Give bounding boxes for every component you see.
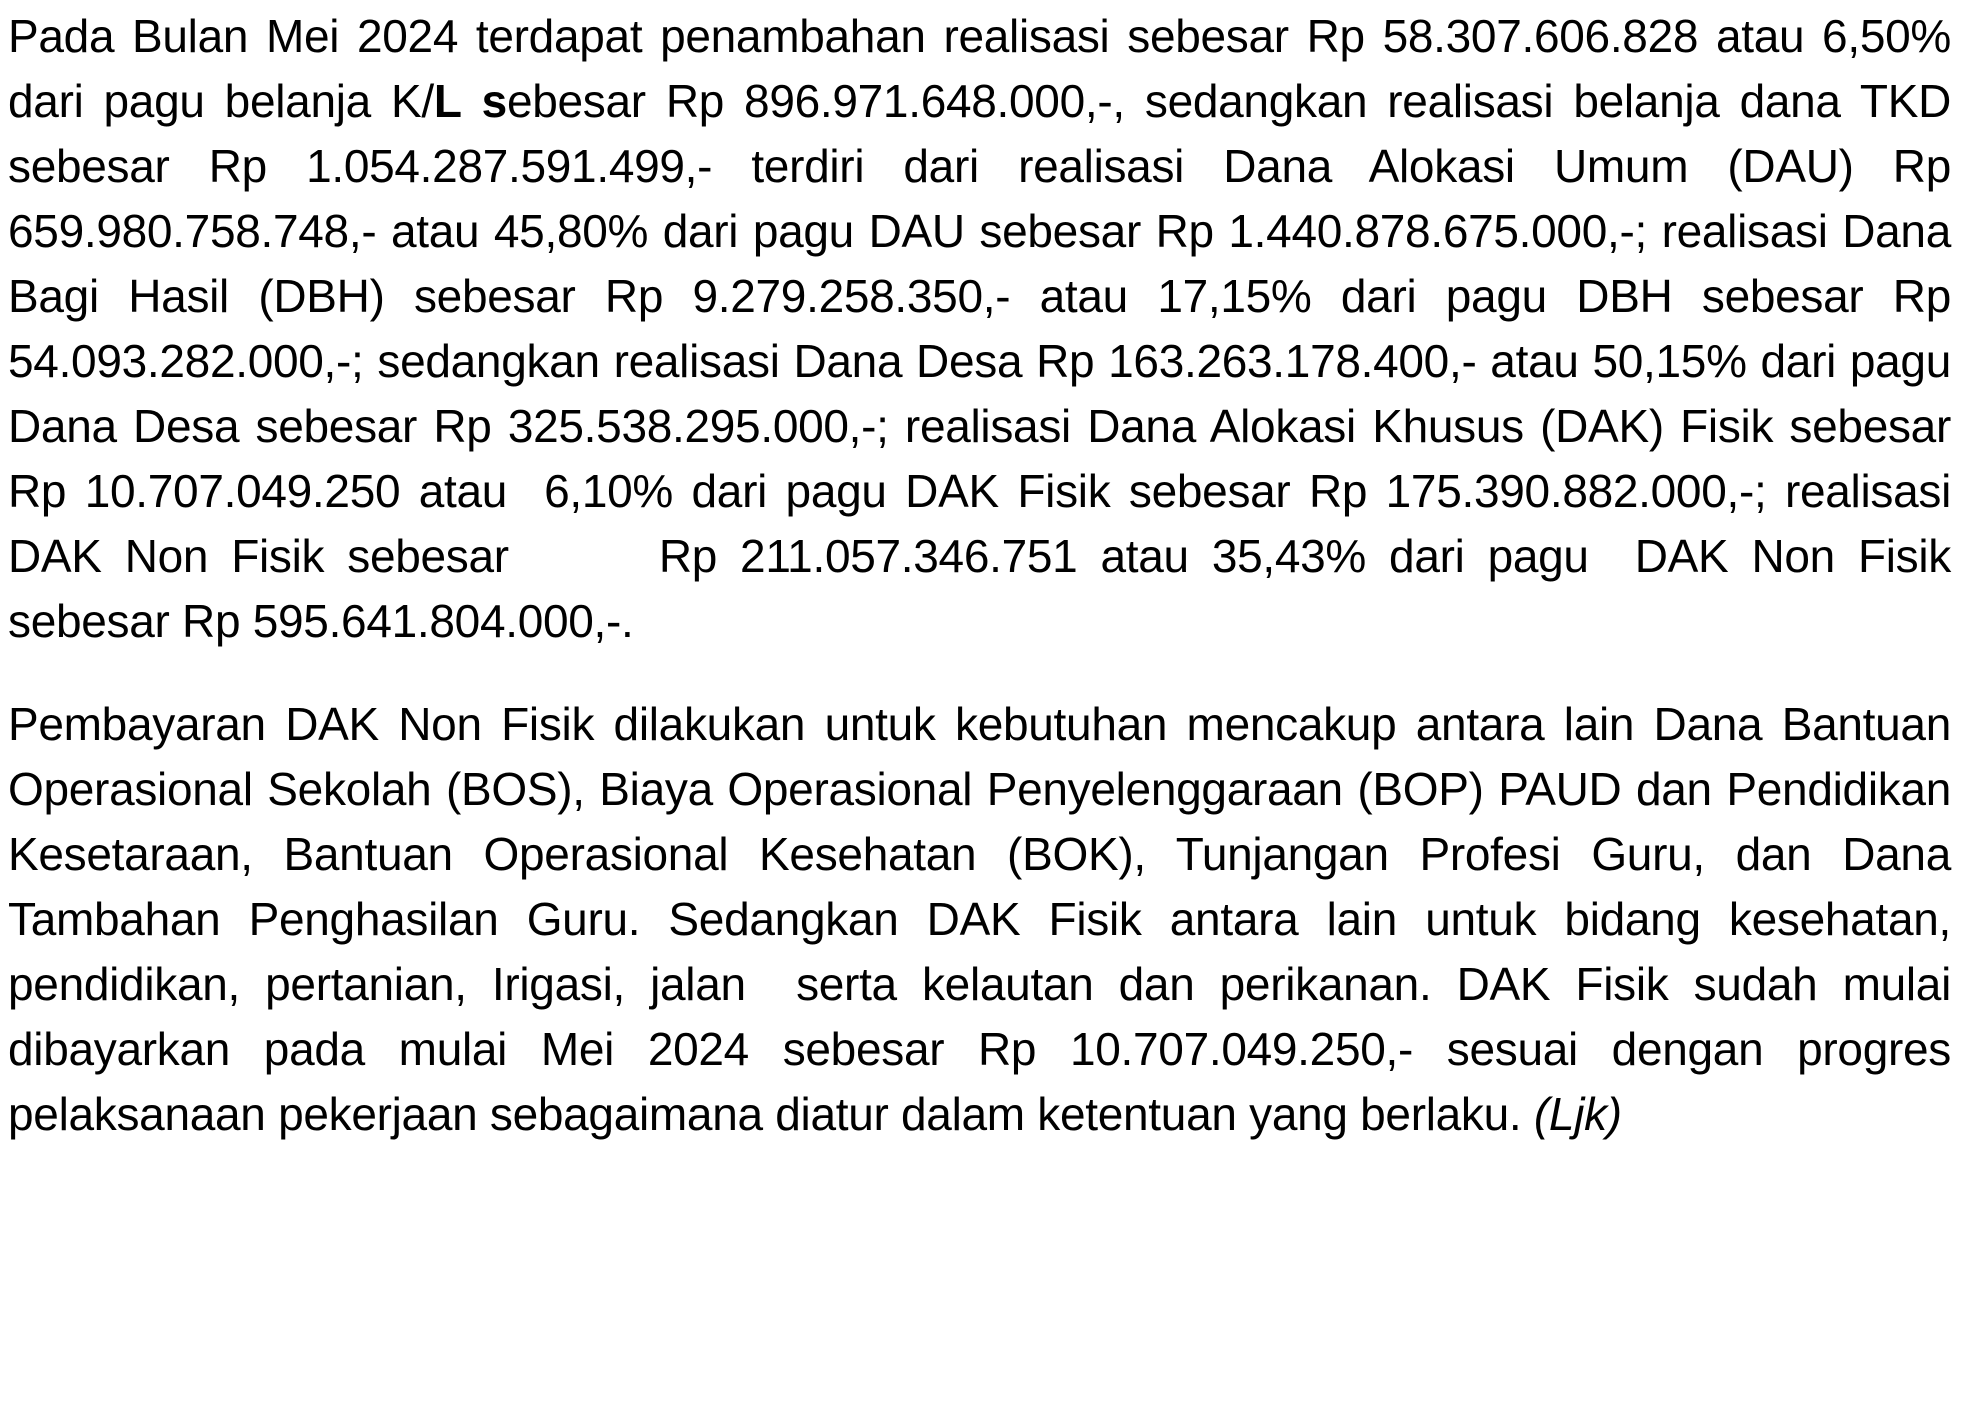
p2-italic-initials-ljk: (Ljk) [1533, 1088, 1622, 1140]
p2-text-run-main: Pembayaran DAK Non Fisik dilakukan untuk kebutuhan mencakup antara lain Dana Bantuan Operasional Sekolah (BOS), Biaya Operasional Penyelenggaraan (BOP) PAUD dan Pendidikan Kesetaraan, Bantuan Operasional Kesehatan (BOK), Tunjangan Profesi Guru, dan Dana Tambahan Penghasilan Guru. Sedangkan DAK Fisik antara lain untuk bidang kesehatan, pendidikan, pertanian, Irigasi, jalan serta kelautan dan perikanan. DAK Fisik sudah mulai dibayarkan pada mulai Mei 2024 sebesar Rp 10.707.049.250,- sesuai dengan progres pelaksanaan pekerjaan sebagaimana diatur dalam ketentuan yang berlaku. [8, 698, 1951, 1140]
p1-bold-letter-l: L [433, 75, 462, 127]
p1-bold-letter-s: s [481, 75, 507, 127]
tab-space [509, 571, 659, 572]
p1-text-run-main: Pada Bulan Mei 2024 terdapat penambahan realisasi sebesar Rp 58.307.606.828 atau 6,50% dari pagu belanja K/ [8, 10, 1951, 127]
p1-text-run-space [462, 75, 482, 127]
p1-text-run-tail: Rp 211.057.346.751 atau 35,43% dari pagu DAK Non Fisik sebesar Rp 595.641.804.000,-. [8, 530, 1951, 647]
paragraph-dak-pembayaran [8, 692, 1951, 1147]
paragraph-realisasi-belanja [8, 4, 1951, 654]
p1-text-run-body: ebesar Rp 896.971.648.000,-, sedangkan realisasi belanja dana TKD sebesar Rp 1.054.287.591.499,- terdiri dari realisasi Dana Alokasi Umum (DAU) Rp 659.980.758.748,- atau 45,80% dari pagu DAU sebesar Rp 1.440.878.675.000,-; realisasi Dana Bagi Hasil (DBH) sebesar Rp 9.279.258.350,- atau 17,15% dari pagu DBH sebesar Rp 54.093.282.000,-; sedangkan realisasi Dana Desa Rp 163.263.178.400,- atau 50,15% dari pagu Dana Desa sebesar Rp 325.538.295.000,-; realisasi Dana Alokasi Khusus (DAK) Fisik sebesar Rp 10.707.049.250 atau 6,10% dari pagu DAK Fisik sebesar Rp 175.390.882.000,-; realisasi DAK Non Fisik sebesar [8, 75, 1952, 582]
